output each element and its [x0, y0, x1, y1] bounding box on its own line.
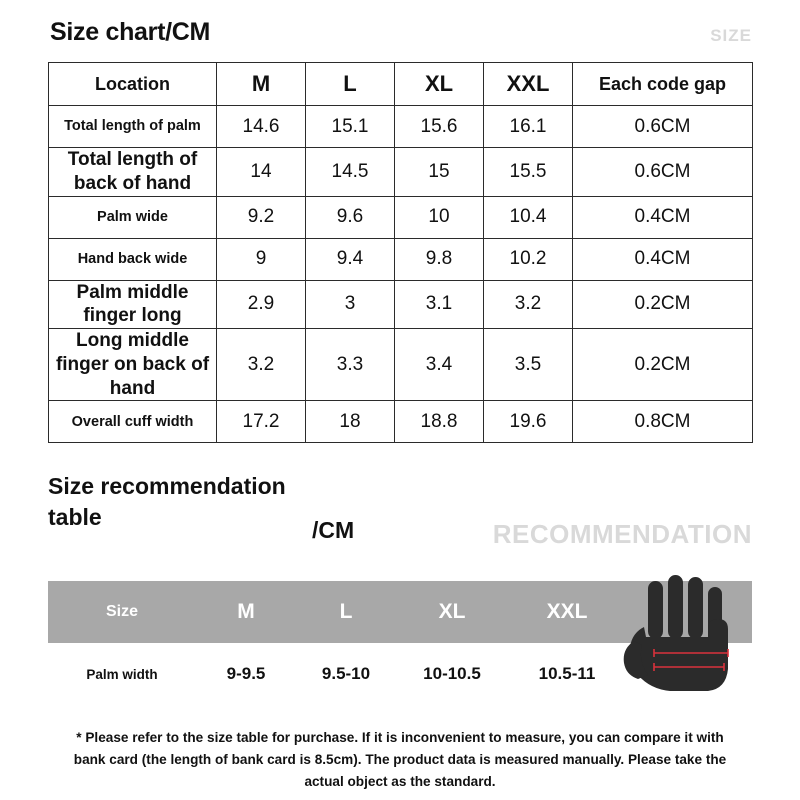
cell-m: 9.2 — [217, 196, 306, 238]
cell-xxl: 10.4 — [484, 196, 573, 238]
rec-value-m: 9-9.5 — [226, 664, 266, 684]
size-table-wrap — [0, 62, 800, 443]
cell-m: 9 — [217, 238, 306, 280]
table-row — [49, 280, 753, 329]
rec-value-xxl: 10.5-11 — [538, 664, 596, 684]
cell-xl: 10 — [395, 196, 484, 238]
cell-xl: 15 — [395, 148, 484, 197]
cell-gap: 0.6CM — [573, 106, 753, 148]
recommendation-table — [48, 581, 752, 705]
cell-xl: 18.8 — [395, 401, 484, 443]
cell-xl: 9.8 — [395, 238, 484, 280]
cell-gap: 0.4CM — [573, 196, 753, 238]
table-row — [49, 329, 753, 401]
page-title: Size chart/CM — [50, 18, 211, 46]
cell-xxl: 3.2 — [484, 280, 573, 329]
table-row — [49, 196, 753, 238]
row-label: Long middle finger on back of hand — [49, 329, 217, 401]
cell-l: 9.6 — [306, 196, 395, 238]
footnote: * Please refer to the size table for purchase. If it is inconvenient to measure, you can compare it with bank card (the length of bank card is 8.5cm). The product data is measured manually. Please take the actual object as the standard. — [73, 730, 727, 790]
recommendation-watermark: RECOMMENDATION — [492, 519, 752, 550]
header-size-xxl: XXL — [484, 63, 573, 106]
row-label: Total length of palm — [49, 106, 217, 148]
rec-value-label: Palm width — [86, 666, 158, 682]
recommendation-header — [0, 469, 800, 581]
recommendation-unit: /CM — [312, 517, 355, 544]
row-label: Palm middle finger long — [49, 280, 217, 329]
cell-xl: 15.6 — [395, 106, 484, 148]
cell-gap: 0.8CM — [573, 401, 753, 443]
cell-l: 14.5 — [306, 148, 395, 197]
recommendation-title: Size recommendation table — [48, 473, 286, 530]
cell-gap: 0.2CM — [573, 280, 753, 329]
row-label: Total length of back of hand — [49, 148, 217, 197]
table-row — [49, 401, 753, 443]
table-row — [49, 106, 753, 148]
cell-xxl: 16.1 — [484, 106, 573, 148]
cell-m: 14.6 — [217, 106, 306, 148]
hand-icon — [620, 575, 760, 705]
row-label: Palm wide — [49, 196, 217, 238]
rec-value-l: 9.5-10 — [321, 664, 371, 684]
cell-gap: 0.2CM — [573, 329, 753, 401]
cell-xl: 3.4 — [395, 329, 484, 401]
cell-xl: 3.1 — [395, 280, 484, 329]
cell-m: 14 — [217, 148, 306, 197]
size-table — [48, 62, 753, 443]
cell-l: 9.4 — [306, 238, 395, 280]
cell-gap: 0.6CM — [573, 148, 753, 197]
rec-header-m: M — [237, 600, 255, 624]
header-size-m: M — [217, 63, 306, 106]
header-size-l: L — [306, 63, 395, 106]
cell-m: 17.2 — [217, 401, 306, 443]
cell-xxl: 10.2 — [484, 238, 573, 280]
cell-m: 3.2 — [217, 329, 306, 401]
cell-l: 3 — [306, 280, 395, 329]
row-label: Hand back wide — [49, 238, 217, 280]
size-watermark: SIZE — [710, 26, 752, 45]
rec-header-l: L — [339, 600, 353, 624]
cell-l: 15.1 — [306, 106, 395, 148]
cell-m: 2.9 — [217, 280, 306, 329]
table-header-row — [49, 63, 753, 106]
rec-header-xxl: XXL — [546, 600, 588, 624]
size-chart-header — [0, 0, 800, 62]
table-row — [49, 148, 753, 197]
cell-gap: 0.4CM — [573, 238, 753, 280]
rec-header-xl: XL — [438, 600, 466, 624]
header-size-xl: XL — [395, 63, 484, 106]
table-row — [49, 238, 753, 280]
cell-xxl: 3.5 — [484, 329, 573, 401]
cell-xxl: 19.6 — [484, 401, 573, 443]
header-each-code-gap: Each code gap — [573, 63, 753, 106]
hand-illustration — [620, 575, 760, 705]
cell-l: 18 — [306, 401, 395, 443]
cell-xxl: 15.5 — [484, 148, 573, 197]
row-label: Overall cuff width — [49, 401, 217, 443]
cell-l: 3.3 — [306, 329, 395, 401]
header-location: Location — [49, 63, 217, 106]
rec-header-label: Size — [105, 603, 138, 621]
rec-value-xl: 10-10.5 — [423, 664, 481, 684]
